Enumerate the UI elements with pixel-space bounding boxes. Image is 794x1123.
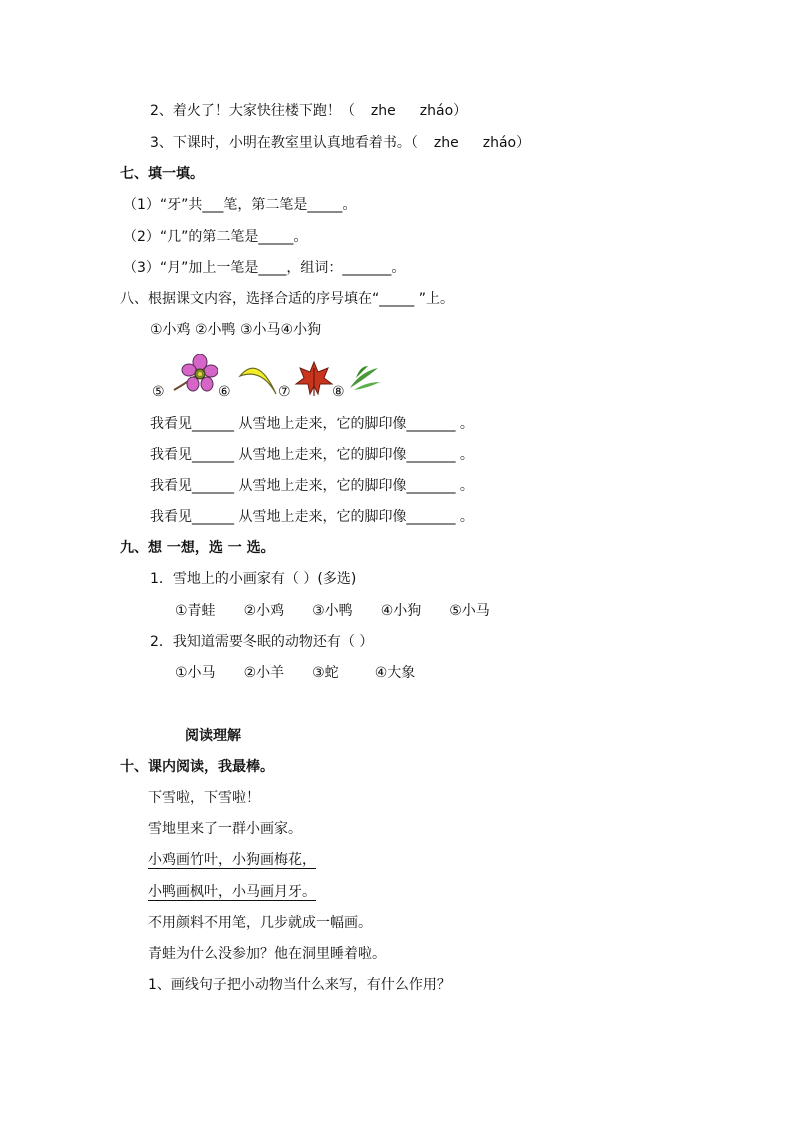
q9-sub-1-options [175, 601, 490, 621]
reading-para-5: 不用颜料不用笔，几步就成一幅画。 [148, 915, 372, 931]
q9-title: 九、想 一想，选 一 选。 [120, 540, 275, 556]
plum-flower-icon [170, 354, 218, 394]
q6-item3-pinyin2: zháo [482, 135, 517, 151]
q6-item3-text: 3、下课时，小明在教室里认真地看着书。（ [150, 135, 418, 151]
q6-item2-close: ） [453, 103, 468, 119]
maple-leaf-icon [294, 358, 334, 398]
q9-s1-opt-2: ②小鸡 [243, 603, 285, 619]
reading-para-1: 下雪啦，下雪啦！ [148, 790, 260, 806]
q8-num-6: ⑥ [218, 384, 231, 400]
q9-sub-2: 2．我知道需要冬眠的动物还有（ ） [150, 634, 374, 650]
crescent-moon-icon [236, 356, 280, 400]
q8-options: ①小鸡 ②小鸭 ③小马④小狗 [150, 322, 322, 338]
q7-title: 七、填一填。 [120, 166, 204, 182]
reading-para-3-underlined: 小鸡画竹叶，小狗画梅花， [148, 852, 316, 868]
q8-title: 八、根据课文内容，选择合适的序号填在“_____ ”上。 [120, 291, 454, 307]
reading-para-4-underlined: 小鸭画枫叶，小马画月牙。 [148, 884, 316, 900]
q6-item2-pinyin2: zháo [419, 103, 454, 119]
q6-item2 [150, 101, 467, 121]
q6-item3 [150, 133, 530, 153]
q9-sub-1: 1．雪地上的小画家有（ ）(多选) [150, 571, 357, 587]
q8-sentence-2: 我看见______ 从雪地上走来，它的脚印像_______ 。 [150, 447, 474, 463]
q6-item2-text: 2、着火了！大家快往楼下跑！（ [150, 103, 355, 119]
q9-s1-opt-3: ③小鸭 [312, 603, 353, 619]
reading-heading: 阅读理解 [185, 728, 241, 744]
q7-line-3: （3）“月”加上一笔是____，组词：_______。 [123, 260, 406, 276]
q7-line-2: （2）“几”的第二笔是_____。 [123, 229, 308, 245]
q8-num-5: ⑤ [152, 384, 165, 400]
reading-title: 十、课内阅读，我最棒。 [120, 759, 274, 775]
q9-s2-opt-1: ①小马 [175, 665, 216, 681]
q8-sentence-3: 我看见______ 从雪地上走来，它的脚印像_______ 。 [150, 478, 474, 494]
q9-s2-opt-2: ②小羊 [243, 665, 285, 681]
q8-sentence-1: 我看见______ 从雪地上走来，它的脚印像_______ 。 [150, 416, 474, 432]
q9-sub-2-options [175, 663, 415, 683]
bamboo-leaf-icon [346, 364, 382, 394]
q9-s1-opt-4: ④小狗 [380, 603, 422, 619]
q6-item3-close: ） [516, 135, 531, 151]
reading-para-2: 雪地里来了一群小画家。 [148, 821, 302, 837]
q9-s2-opt-4: ④大象 [374, 665, 416, 681]
q8-num-7: ⑦ [278, 384, 291, 400]
q9-s1-opt-1: ①青蛙 [175, 603, 216, 619]
q9-s2-opt-3: ③蛇 [312, 665, 339, 681]
q8-picture-row [150, 352, 410, 400]
reading-para-6: 青蛙为什么没参加？他在洞里睡着啦。 [148, 946, 386, 962]
reading-question-1: 1、画线句子把小动物当什么来写，有什么作用？ [148, 977, 451, 993]
q8-sentence-4: 我看见______ 从雪地上走来，它的脚印像_______ 。 [150, 509, 474, 525]
q7-line-1: （1）“牙”共___笔，第二笔是_____。 [123, 197, 357, 213]
q8-num-8: ⑧ [332, 384, 345, 400]
q9-s1-opt-5: ⑤小马 [449, 603, 490, 619]
q6-item3-pinyin1: zhe [433, 135, 459, 151]
q6-item2-pinyin1: zhe [370, 103, 396, 119]
